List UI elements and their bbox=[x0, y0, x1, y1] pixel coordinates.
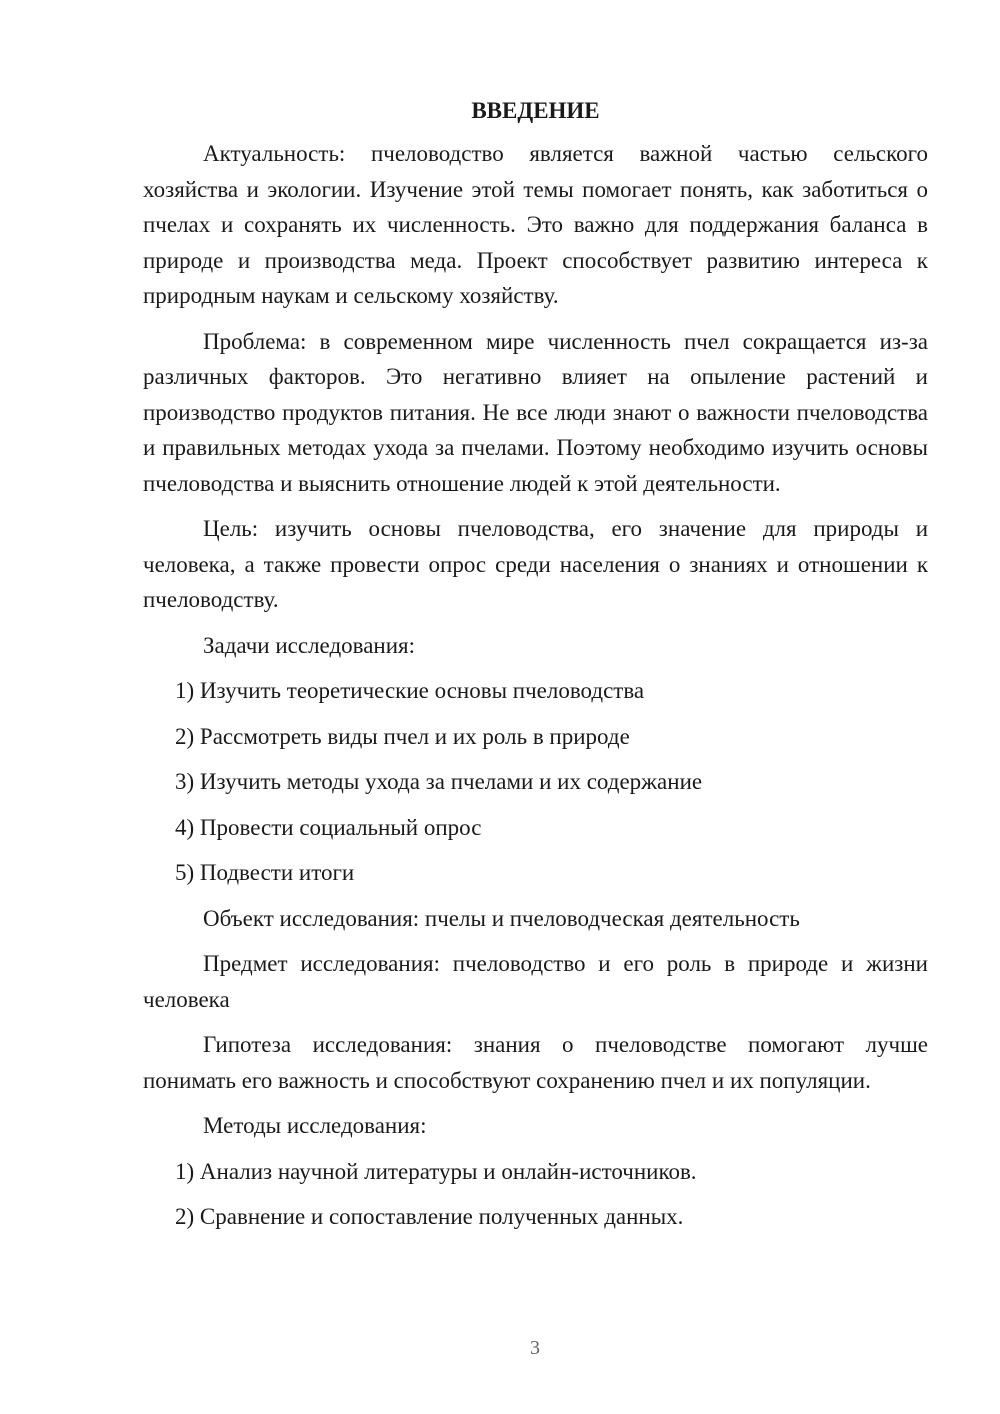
task-item: 4) Провести социальный опрос bbox=[175, 814, 482, 840]
section-title: ВВЕДЕНИЕ bbox=[471, 98, 600, 123]
methods-heading: Методы исследования: bbox=[203, 1113, 427, 1138]
task-item: 5) Подвести итоги bbox=[175, 860, 355, 885]
task-item: 1) Изучить теоретические основы пчеловодства bbox=[175, 678, 645, 703]
subject-paragraph: Предмет исследования: пчеловодство и его роль в природе и жизни человека bbox=[143, 951, 928, 1012]
task-item: 3) Изучить методы ухода за пчелами и их содержание bbox=[175, 769, 703, 794]
hypothesis-paragraph: Гипотеза исследования: знания о пчеловодстве помогают лучше понимать его важность и способствуют сохранению пчел и их популяции. bbox=[143, 1032, 928, 1093]
goal-paragraph: Цель: изучить основы пчеловодства, его значение для природы и человека, а также провести опрос среди населения о знаниях и отношении к пчеловодству. bbox=[143, 516, 928, 612]
page-number: 3 bbox=[530, 1337, 540, 1359]
page-content bbox=[143, 96, 928, 1245]
tasks-heading: Задачи исследования: bbox=[203, 632, 416, 658]
relevance-paragraph: Актуальность: пчеловодство является важной частью сельского хозяйства и экологии. Изучение этой темы помогает понять, как заботиться о пчелах и сохранять их численность. Это важно для поддержания баланса в природе и производства меда. Проект способствует развитию интереса к природным наукам и сельскому хозяйству. bbox=[143, 141, 928, 308]
method-item: 2) Сравнение и сопоставление полученных данных. bbox=[175, 1204, 684, 1229]
problem-paragraph: Проблема: в современном мире численность пчел сокращается из-за различных факторов. Это негативно влияет на опыление растений и производство продуктов питания. Не все люди знают о важности пчеловодства и правильных методах ухода за пчелами. Поэтому необходимо изучить основы пчеловодства и выяснить отношение людей к этой деятельности. bbox=[143, 328, 928, 496]
method-item: 1) Анализ научной литературы и онлайн-источников. bbox=[175, 1158, 697, 1184]
object-line: Объект исследования: пчелы и пчеловодческая деятельность bbox=[203, 905, 800, 931]
task-item: 2) Рассмотреть виды пчел и их роль в природе bbox=[175, 723, 630, 749]
